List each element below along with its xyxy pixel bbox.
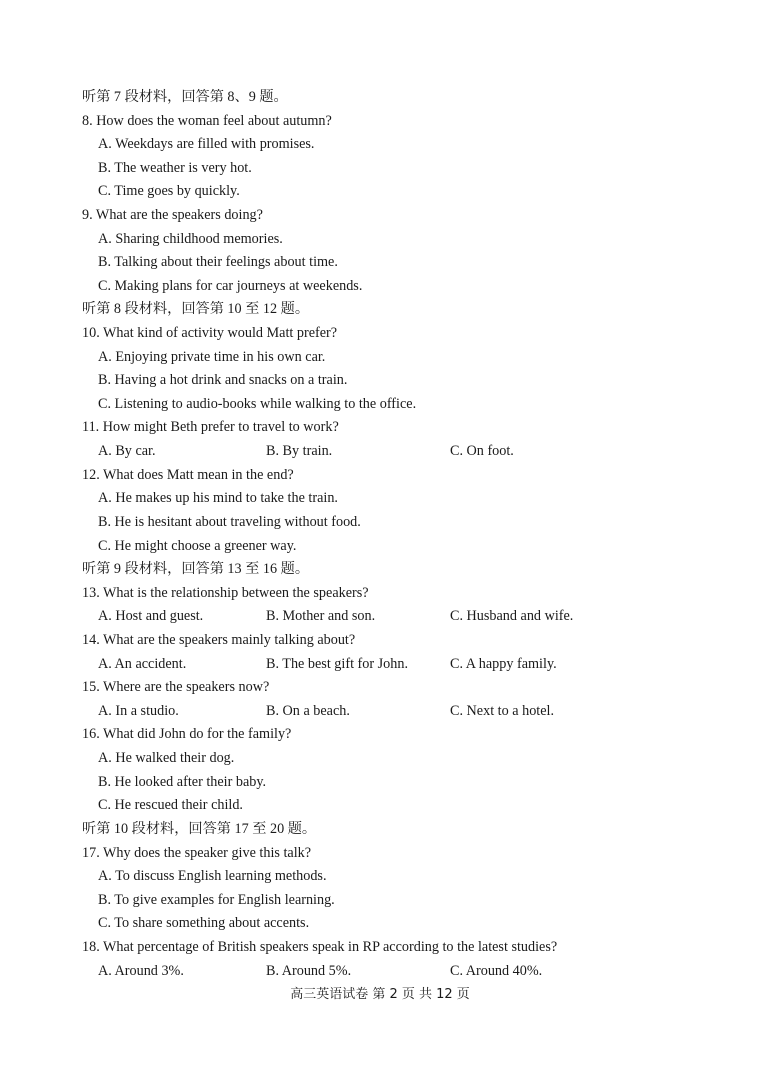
option-15b: B. On a beach.	[266, 703, 350, 719]
question-12: 12. What does Matt mean in the end?	[82, 467, 294, 483]
option-8c: C. Time goes by quickly.	[98, 183, 240, 199]
question-16: 16. What did John do for the family?	[82, 726, 292, 742]
option-8b: B. The weather is very hot.	[98, 160, 252, 176]
section-heading: 听第 8 段材料，回答第 10 至 12 题。	[82, 301, 310, 317]
option-12b: B. He is hesitant about traveling without food.	[98, 514, 361, 530]
option-9a: A. Sharing childhood memories.	[98, 231, 283, 247]
option-13a: A. Host and guest.	[98, 608, 204, 624]
option-9c: C. Making plans for car journeys at weekends.	[98, 278, 363, 294]
option-18c: C. Around 40%.	[450, 963, 543, 979]
option-14b: B. The best gift for John.	[266, 656, 408, 672]
section-heading: 听第 10 段材料，回答第 17 至 20 题。	[82, 821, 317, 837]
option-8a: A. Weekdays are filled with promises.	[98, 136, 315, 152]
section-heading: 听第 7 段材料，回答第 8、9 题。	[82, 89, 288, 105]
option-13b: B. Mother and son.	[266, 608, 376, 624]
option-17a: A. To discuss English learning methods.	[98, 868, 327, 884]
question-8: 8. How does the woman feel about autumn?	[82, 113, 332, 129]
option-12a: A. He makes up his mind to take the train.	[98, 490, 338, 506]
option-11a: A. By car.	[98, 443, 156, 459]
question-9: 9. What are the speakers doing?	[82, 207, 263, 223]
question-18: 18. What percentage of British speakers speak in RP according to the latest studies?	[82, 939, 558, 955]
option-13c: C. Husband and wife.	[450, 608, 574, 624]
option-16b: B. He looked after their baby.	[98, 774, 267, 790]
option-15c: C. Next to a hotel.	[450, 703, 555, 719]
option-10a: A. Enjoying private time in his own car.	[98, 349, 326, 365]
question-14: 14. What are the speakers mainly talking about?	[82, 632, 356, 648]
option-18a: A. Around 3%.	[98, 963, 184, 979]
option-18b: B. Around 5%.	[266, 963, 352, 979]
option-16a: A. He walked their dog.	[98, 750, 235, 766]
page-footer: 高三英语试卷 第 2 页 共 12 页	[290, 987, 470, 1002]
option-9b: B. Talking about their feelings about time.	[98, 254, 338, 270]
option-17c: C. To share something about accents.	[98, 915, 310, 931]
question-10: 10. What kind of activity would Matt prefer?	[82, 325, 338, 341]
question-17: 17. Why does the speaker give this talk?	[82, 845, 312, 861]
question-15: 15. Where are the speakers now?	[82, 679, 270, 695]
option-14c: C. A happy family.	[450, 656, 557, 672]
option-16c: C. He rescued their child.	[98, 797, 243, 813]
question-11: 11. How might Beth prefer to travel to work?	[82, 419, 339, 435]
option-12c: C. He might choose a greener way.	[98, 538, 297, 554]
option-10b: B. Having a hot drink and snacks on a train.	[98, 372, 348, 388]
option-11c: C. On foot.	[450, 443, 514, 459]
option-14a: A. An accident.	[98, 656, 187, 672]
section-heading: 听第 9 段材料，回答第 13 至 16 题。	[82, 561, 310, 577]
question-13: 13. What is the relationship between the speakers?	[82, 585, 369, 601]
option-17b: B. To give examples for English learning.	[98, 892, 335, 908]
option-11b: B. By train.	[266, 443, 333, 459]
option-15a: A. In a studio.	[98, 703, 179, 719]
option-10c: C. Listening to audio-books while walking to the office.	[98, 396, 417, 412]
